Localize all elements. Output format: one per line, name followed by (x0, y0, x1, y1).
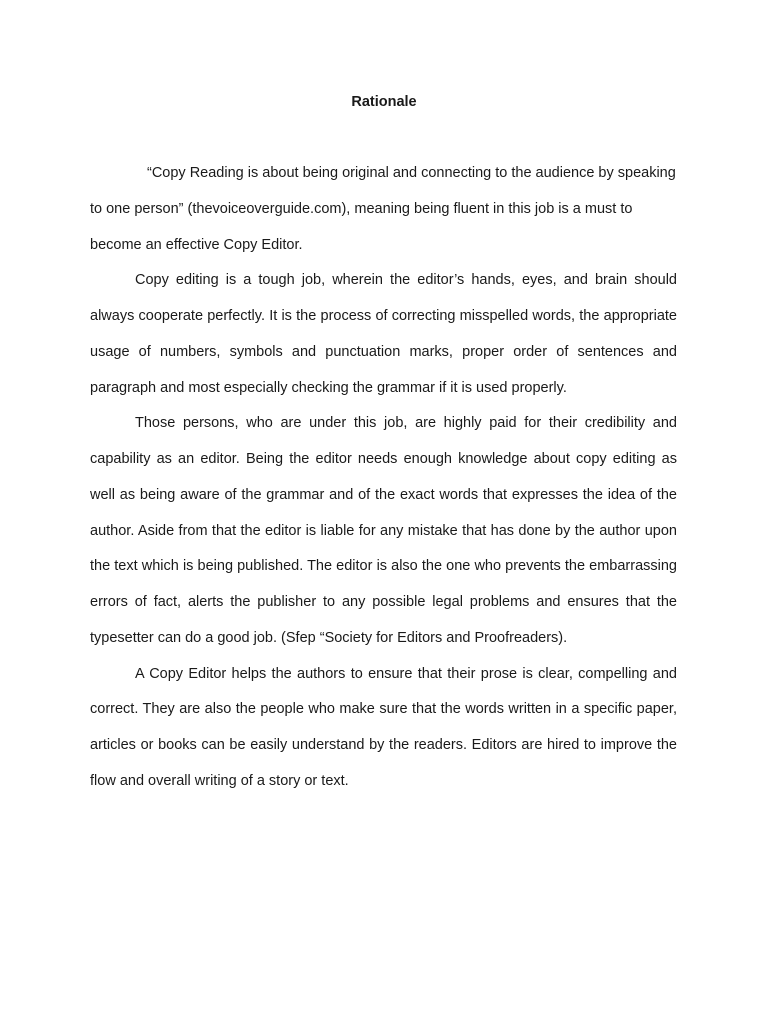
paragraph-editor-role: Those persons, who are under this job, are highly paid for their credibility and capability as an editor. Being the editor needs enough knowledge about copy editing as well as being aware of the grammar and of the exact words that expresses the idea of the author. Aside from that the editor is liable for any mistake that has done by the author upon the text which is being published. The editor is also the one who prevents the embarrassing errors of fact, alerts the publisher to any possible legal problems and ensures that the typesetter can do a good job. (Sfep “Society for Editors and Proofreaders). (90, 415, 677, 646)
paragraph-copy-editing: Copy editing is a tough job, wherein the editor’s hands, eyes, and brain should always cooperate perfectly. It is the process of correcting misspelled words, the appropriate usage of numbers, symbols and punctuation marks, proper order of sentences and paragraph and most especially checking the grammar if it is used properly. (90, 272, 677, 396)
paragraph-copy-editor-helps: A Copy Editor helps the authors to ensure that their prose is clear, compelling and correct. They are also the people who make sure that the words written in a specific paper, articles or books can be easily understand by the readers. Editors are hired to improve the flow and overall writing of a story or text. (90, 665, 677, 789)
document-body (90, 156, 677, 800)
paragraph-intro: “Copy Reading is about being original and connecting to the audience by speaking to one person” (thevoiceoverguide.com), meaning being fluent in this job is a must to become an effective Copy Editor. (90, 165, 676, 253)
document-title: Rationale (351, 94, 417, 110)
